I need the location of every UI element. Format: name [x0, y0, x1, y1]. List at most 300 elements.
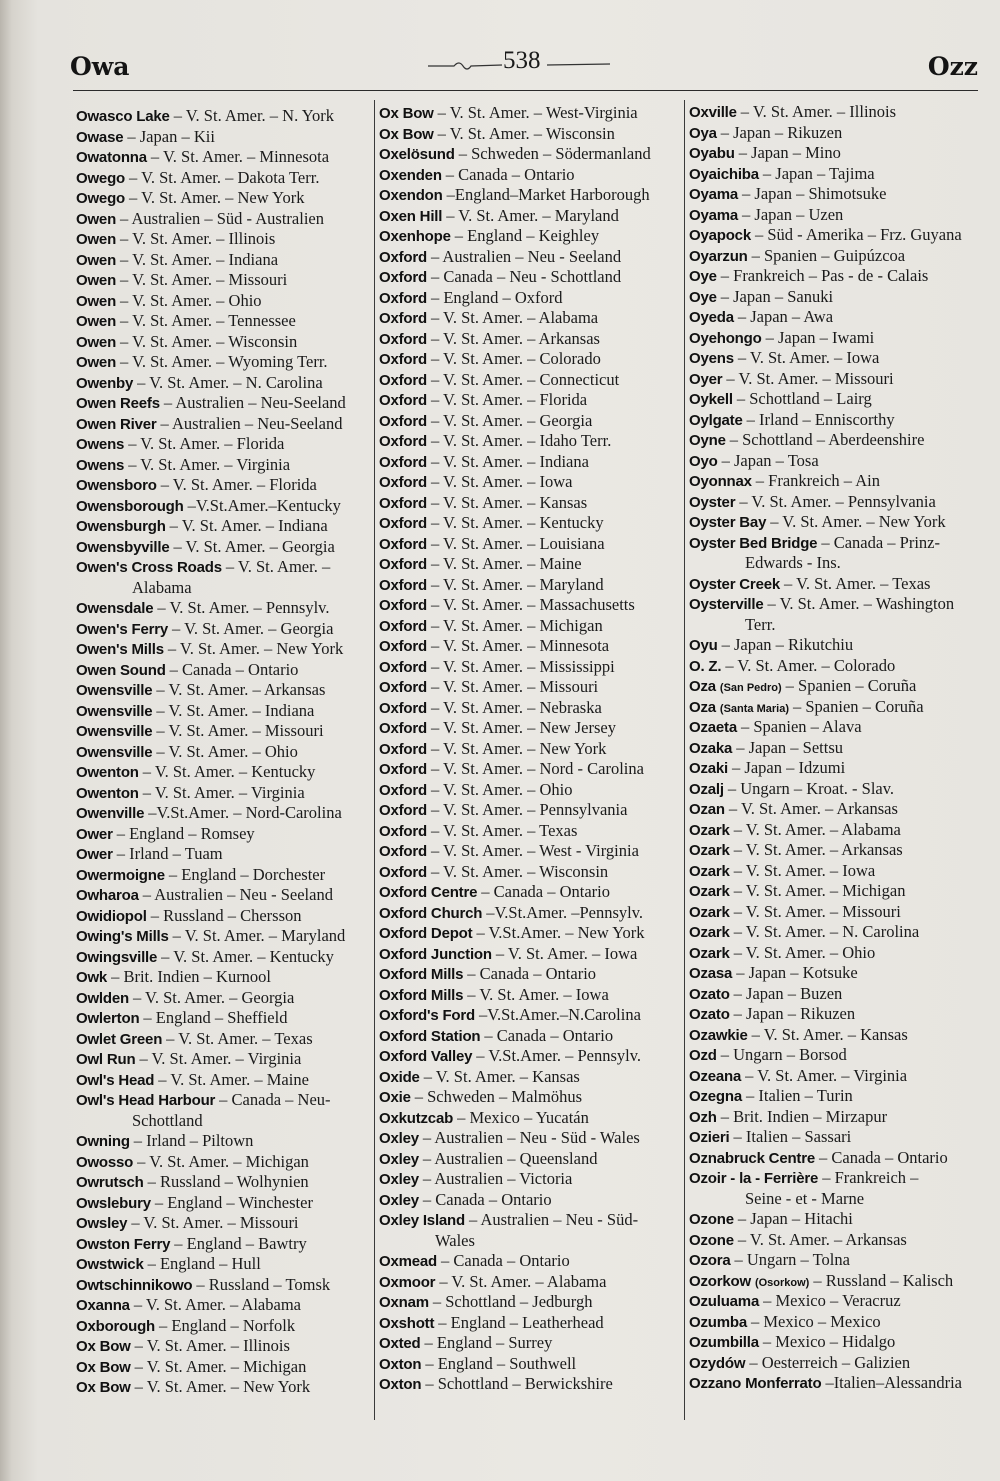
- entry-line: [76, 660, 370, 681]
- entry-headword: Oxelösund: [379, 146, 455, 163]
- entry-line: [689, 1291, 984, 1312]
- entry-headword: Owen: [76, 231, 117, 248]
- entry-location: – V. St. Amer. – Maryland: [430, 574, 604, 594]
- entry-headword: Ozark: [689, 924, 730, 941]
- entry-headword: Ozato: [689, 985, 730, 1003]
- entry-line: [76, 373, 370, 394]
- entry-column: [379, 103, 679, 1395]
- entry-location: – Mexico – Yucatán: [457, 1107, 589, 1127]
- entry-headword: Owen: [76, 354, 117, 371]
- entry-location: – V. St. Amer. – N. Carolina: [137, 372, 323, 392]
- entry-headword: Oyer: [689, 370, 723, 388]
- entry-line: [689, 1271, 984, 1292]
- entry-headword: O. Z.: [689, 657, 722, 675]
- entry-location: – V. St. Amer. – Georgia: [172, 618, 334, 638]
- entry-line: [689, 1312, 984, 1333]
- entry-location: – Japan – Kii: [127, 126, 215, 146]
- entry-line: [379, 616, 679, 637]
- entry-headword: Owslebury: [76, 1194, 151, 1212]
- entry-line: [379, 759, 679, 780]
- entry-line: [76, 209, 370, 230]
- entry-column: [76, 106, 370, 1398]
- entry-location: – V. St. Amer. – Missouri: [733, 901, 901, 921]
- entry-location: – England – Dorchester: [168, 864, 326, 884]
- gazetteer-entry: [76, 762, 370, 783]
- entry-line: [379, 472, 679, 493]
- entry-line: [379, 554, 679, 575]
- entry-line: [689, 635, 984, 656]
- entry-line: [689, 369, 984, 390]
- entry-location-continued: Alabama: [132, 577, 192, 597]
- gazetteer-entry: [379, 1026, 679, 1047]
- gazetteer-entry: [76, 332, 370, 353]
- gazetteer-entry: [76, 1316, 370, 1337]
- entry-headword: Owensville: [76, 702, 153, 720]
- gazetteer-entry: [379, 329, 679, 350]
- entry-location: – V. St. Amer. – Indiana: [120, 249, 279, 269]
- entry-location: – V. St. Amer. – Missouri: [156, 721, 324, 740]
- entry-headword: Ozone: [689, 1231, 734, 1249]
- entry-location: – Russland – Tomsk: [196, 1274, 331, 1294]
- gazetteer-entry: [76, 414, 370, 435]
- gazetteer-entry: [379, 472, 679, 493]
- entry-location: – Australien – Süd - Australien: [120, 208, 324, 228]
- entry-headword: Ozorkow: [689, 1272, 751, 1290]
- entry-location: – V. St. Amer. – Georgia: [430, 410, 593, 430]
- entry-location: –V.St.Amer.–Kentucky: [187, 495, 341, 515]
- gazetteer-entry: [689, 861, 984, 882]
- gazetteer-entry: [76, 147, 370, 168]
- gazetteer-entry: [689, 410, 984, 431]
- entry-headword: Oyster Creek: [689, 575, 780, 593]
- gazetteer-entry: [689, 205, 984, 226]
- entry-location: – Schottland – Lairg: [736, 389, 872, 408]
- entry-headword: Oya: [689, 124, 717, 142]
- gazetteer-entry: [379, 882, 679, 903]
- entry-location: – Frankreich –: [822, 1168, 919, 1187]
- entry-location: – V. St. Amer. – New York: [129, 188, 305, 207]
- entry-line: [76, 639, 370, 660]
- entry-line: [689, 184, 984, 205]
- entry-location: – Japan – Tosa: [721, 450, 819, 470]
- gazetteer-entry: [379, 985, 679, 1006]
- entry-headword: Oxley: [379, 1191, 419, 1209]
- entry-location: – Japan – Tajima: [762, 163, 875, 183]
- entry-line: [379, 144, 679, 165]
- entry-headword: Oxford: [379, 412, 427, 430]
- entry-headword: Oykell: [689, 391, 733, 408]
- gazetteer-entry: [689, 389, 984, 410]
- entry-location: – V. St. Amer. – Massachusetts: [430, 595, 635, 614]
- entry-location: – V. St. Amer. – Wisconsin: [430, 861, 609, 881]
- gazetteer-entry: [379, 1210, 679, 1251]
- entry-headword: Owidiopol: [76, 907, 147, 925]
- entry-headword: Owensburgh: [76, 518, 166, 535]
- entry-location: – V. St. Amer. – Virginia: [142, 782, 305, 802]
- entry-headword: Owermoigne: [76, 866, 165, 884]
- entry-headword: Oyama: [689, 206, 739, 224]
- entry-location: – V. St. Amer. – Arkansas: [156, 680, 326, 699]
- entry-location: – England – Southwell: [425, 1353, 577, 1373]
- entry-line: [689, 533, 984, 554]
- gazetteer-entry: [379, 636, 679, 657]
- entry-location: – V. St. Amer. – Kansas: [430, 492, 588, 512]
- entry-line: [379, 1272, 679, 1293]
- entry-line: [689, 451, 984, 472]
- entry-line: [689, 410, 984, 431]
- entry-headword: Owen River: [76, 415, 157, 433]
- entry-headword: Owlden: [76, 989, 129, 1007]
- entry-headword-variant: (Santa Maria): [719, 702, 789, 715]
- entry-line: [76, 1152, 370, 1173]
- entry-line: [379, 1067, 679, 1088]
- entry-headword: Oylgate: [689, 411, 743, 429]
- entry-headword: Owenville: [76, 805, 145, 822]
- entry-headword: Ozieri: [689, 1129, 730, 1146]
- gazetteer-entry: [76, 926, 370, 947]
- entry-headword: Oxton: [379, 1355, 422, 1373]
- gazetteer-entry: [689, 1312, 984, 1333]
- gazetteer-entry: [379, 431, 679, 452]
- entry-line: [379, 575, 679, 596]
- entry-location: – V. St. Amer. – Pennsylvania: [430, 800, 628, 819]
- entry-line: [76, 188, 370, 209]
- entry-line: [76, 844, 370, 865]
- entry-location: – Spanien – Coruña: [785, 676, 917, 695]
- entry-location: – V. St. Amer. – Nord - Carolina: [430, 759, 644, 778]
- entry-location: – V. St. Amer. – Colorado: [725, 655, 896, 675]
- entry-headword: Ozumba: [689, 1313, 747, 1331]
- gazetteer-entry: [379, 308, 679, 329]
- running-head-right: Ozz: [927, 52, 978, 81]
- gazetteer-entry: [76, 1295, 370, 1316]
- gazetteer-entry: [76, 865, 370, 886]
- entry-location: – England – Surrey: [424, 1333, 553, 1352]
- entry-headword: Owosso: [76, 1153, 134, 1171]
- gazetteer-entry: [76, 1152, 370, 1173]
- entry-headword: Owsley: [76, 1215, 128, 1232]
- entry-location: – England – Oxford: [430, 287, 563, 307]
- entry-headword: Oxford: [379, 556, 427, 573]
- entry-headword: Oxie: [379, 1089, 411, 1106]
- entry-headword: Owen Sound: [76, 661, 166, 679]
- entry-line: [379, 308, 679, 329]
- entry-location: – V. St. Amer. – Pennsylvania: [739, 491, 936, 511]
- entry-line: [76, 393, 370, 414]
- entry-headword: Oxville: [689, 104, 737, 121]
- gazetteer-entry: [689, 1353, 984, 1374]
- gazetteer-entry: [76, 824, 370, 845]
- entry-line: [379, 636, 679, 657]
- entry-line: [379, 411, 679, 432]
- entry-line: [689, 1168, 984, 1189]
- entry-headword: Oxley Island: [379, 1212, 465, 1229]
- entry-headword: Oxford: [379, 269, 427, 286]
- entry-line: [76, 1295, 370, 1316]
- entry-headword: Ozark: [689, 842, 730, 859]
- entry-line: [76, 270, 370, 291]
- entry-location: – Ungarn – Borsod: [720, 1045, 847, 1064]
- entry-headword: Oxford: [379, 699, 427, 717]
- entry-location: – Japan – Awa: [737, 307, 834, 326]
- entry-location: – Russland – Wolhynien: [147, 1172, 309, 1191]
- entry-line: [689, 1332, 984, 1353]
- entry-line: [379, 1149, 679, 1170]
- entry-line: [689, 205, 984, 226]
- entry-line: [379, 1333, 679, 1354]
- entry-location: – V. St. Amer. – Washington: [767, 594, 955, 613]
- entry-headword: Owensville: [76, 723, 153, 740]
- entry-line: [76, 352, 370, 373]
- entry-headword: Oxford: [379, 802, 427, 819]
- entry-line: [76, 537, 370, 558]
- entry-headword: Ower: [76, 825, 113, 843]
- entry-location: – V. St. Amer. – Texas: [430, 820, 578, 840]
- entry-location: – Canada – Ontario: [445, 164, 575, 184]
- entry-line: [379, 267, 679, 288]
- gazetteer-entry: [379, 513, 679, 534]
- gazetteer-entry: [379, 821, 679, 842]
- entry-location: – V. St. Amer. – Illinois: [134, 1336, 290, 1355]
- entry-location-continued: Seine - et - Marne: [745, 1188, 865, 1208]
- gazetteer-entry: [379, 1149, 679, 1170]
- entry-headword: Oza: [689, 698, 716, 716]
- entry-line: [76, 332, 370, 353]
- column-rule: [684, 100, 685, 1420]
- entry-line: [689, 471, 984, 492]
- entry-line: [379, 718, 679, 739]
- gazetteer-entry: [76, 373, 370, 394]
- entry-line: [379, 1354, 679, 1375]
- entry-location: – V. St. Amer. – Connecticut: [430, 369, 620, 389]
- entry-line: [689, 1250, 984, 1271]
- entry-location: – England – Hull: [147, 1254, 261, 1273]
- entry-line: [379, 657, 679, 678]
- entry-line: [689, 594, 984, 615]
- entry-headword-variant: (Osorkow): [754, 1276, 810, 1289]
- entry-headword: Ozawkie: [689, 1026, 748, 1044]
- gazetteer-entry: [379, 411, 679, 432]
- gazetteer-entry: [379, 698, 679, 719]
- entry-location: – V. St. Amer. – Alabama: [733, 819, 901, 839]
- entry-line: [379, 821, 679, 842]
- entry-location: –England–Market Harborough: [446, 185, 650, 204]
- entry-headword: Owharoa: [76, 887, 139, 904]
- entry-location: – England – Norfolk: [159, 1315, 296, 1335]
- gazetteer-entry: [689, 328, 984, 349]
- entry-line: [379, 1026, 679, 1047]
- entry-location: – V. St. Amer. – Michigan: [134, 1356, 307, 1376]
- entry-headword: Oyeda: [689, 309, 734, 326]
- gazetteer-entry: [76, 352, 370, 373]
- entry-line: [76, 1357, 370, 1378]
- entry-headword: Owatonna: [76, 149, 147, 166]
- entry-headword: Owego: [76, 190, 126, 207]
- entry-location: – V. St. Amer. – Iowa: [495, 943, 638, 963]
- entry-headword: Oxford: [379, 535, 427, 553]
- gazetteer-entry: [379, 1354, 679, 1375]
- page-number: 538: [503, 47, 541, 74]
- entry-location: – Canada – Prinz-: [821, 532, 940, 552]
- entry-line: [379, 1190, 679, 1211]
- entry-location: – V. St. Amer. – Iowa: [737, 348, 880, 367]
- entry-line: [76, 1377, 370, 1398]
- entry-location: – V. St. Amer. – West-Virginia: [437, 103, 638, 122]
- entry-headword: Oyster Bed Bridge: [689, 534, 818, 552]
- entry-location: – Japan – Shimotsuke: [742, 184, 887, 203]
- entry-line: [379, 1169, 679, 1190]
- entry-location: – V. St. Amer. – Kentucky: [161, 946, 334, 966]
- entry-headword: Oxborough: [76, 1317, 156, 1335]
- entry-line: [689, 512, 984, 533]
- entry-location: – V. St. Amer. – Idaho Terr.: [430, 431, 612, 450]
- entry-headword: Owtschinnikowo: [76, 1276, 193, 1294]
- gazetteer-entry: [76, 1172, 370, 1193]
- entry-headword: Owlerton: [76, 1010, 140, 1027]
- entry-line: [76, 250, 370, 271]
- entry-headword: Owen: [76, 210, 117, 228]
- entry-headword: Owensville: [76, 743, 153, 761]
- entry-line: [689, 246, 984, 267]
- gazetteer-entry: [689, 902, 984, 923]
- entry-column: [689, 102, 984, 1394]
- entry-line: [76, 967, 370, 988]
- entry-line: [76, 147, 370, 168]
- entry-headword: Oxford: [379, 494, 427, 512]
- entry-line: [689, 1086, 984, 1107]
- entry-line: [76, 1275, 370, 1296]
- gazetteer-entry: [689, 1332, 984, 1353]
- entry-line: [689, 1107, 984, 1128]
- gazetteer-entry: [379, 1087, 679, 1108]
- gazetteer-entry: [689, 738, 984, 759]
- entry-line: [689, 779, 984, 800]
- gazetteer-entry: [689, 246, 984, 267]
- entry-line: [689, 758, 984, 779]
- entry-line: [689, 123, 984, 144]
- entry-line: [689, 430, 984, 451]
- entry-location: – V. St. Amer. – Missouri: [131, 1213, 299, 1232]
- entry-headword: Oxford: [379, 597, 427, 614]
- gazetteer-entry: [689, 1086, 984, 1107]
- entry-location-continued: Edwards - Ins.: [745, 553, 841, 572]
- entry-location: – V. St. Amer. – Georgia: [173, 536, 335, 556]
- entry-line: [379, 534, 679, 555]
- entry-headword: Ozegna: [689, 1088, 742, 1105]
- entry-headword: Ox Bow: [76, 1358, 131, 1376]
- entry-headword: Owen: [76, 251, 117, 269]
- entry-line: [76, 1008, 370, 1029]
- gazetteer-entry: [379, 206, 679, 227]
- gazetteer-entry: [76, 906, 370, 927]
- entry-headword: Oxford Depot: [379, 925, 473, 942]
- entry-headword: Oxford: [379, 576, 427, 594]
- entry-location: – Ungarn – Kroat. - Slav.: [727, 778, 895, 798]
- entry-headword: Oxford: [379, 474, 427, 491]
- entry-headword: Oyne: [689, 432, 726, 449]
- entry-headword: Ozumbilla: [689, 1334, 759, 1351]
- entry-location: – V. St. Amer. – Indiana: [156, 700, 315, 720]
- entry-location: – V. St. Amer. – Michigan: [733, 881, 906, 900]
- entry-headword: Oxford: [379, 863, 427, 881]
- entry-location: – Russland – Chersson: [150, 905, 302, 925]
- entry-line: [76, 619, 370, 640]
- entry-headword: Owensboro: [76, 477, 157, 494]
- entry-line: [76, 1213, 370, 1234]
- entry-headword-variant: (San Pedro): [719, 682, 782, 694]
- entry-location: – England – Keighley: [454, 226, 600, 245]
- entry-line: [689, 1066, 984, 1087]
- entry-line: [379, 800, 679, 821]
- entry-headword: Oxford's Ford: [379, 1007, 475, 1024]
- entry-location: – Canada – Ontario: [169, 659, 299, 679]
- entry-line: [76, 1131, 370, 1152]
- entry-location: – Irland – Tuam: [116, 844, 223, 863]
- entry-headword: Ozark: [689, 821, 730, 839]
- entry-headword: Oyonnax: [689, 473, 752, 490]
- entry-headword: Owenby: [76, 374, 134, 392]
- gazetteer-entry: [76, 783, 370, 804]
- entry-line: [379, 103, 679, 124]
- entry-headword: Oxley: [379, 1171, 419, 1188]
- entry-line: [76, 885, 370, 906]
- gazetteer-entry: [689, 512, 984, 533]
- entry-line: [76, 762, 370, 783]
- gazetteer-entry: [379, 144, 679, 165]
- entry-location: – England – Winchester: [154, 1192, 313, 1212]
- entry-line: [689, 574, 984, 595]
- entry-headword: Oxford Station: [379, 1027, 481, 1045]
- entry-location: – Spanien – Alava: [741, 717, 862, 736]
- entry-location: – Australien – Neu - Süd-: [468, 1210, 639, 1229]
- entry-line: [76, 516, 370, 537]
- gazetteer-entry: [689, 287, 984, 308]
- entry-headword: Oxford: [379, 433, 427, 450]
- entry-location: – V. St. Amer. – Indiana: [430, 451, 589, 471]
- entry-line: [689, 861, 984, 882]
- gazetteer-entry: [76, 1234, 370, 1255]
- entry-line: [76, 1172, 370, 1193]
- gazetteer-entry: [76, 1254, 370, 1275]
- entry-location: – Japan – Buzen: [733, 983, 843, 1003]
- entry-line: [76, 988, 370, 1009]
- gazetteer-entry: [379, 1313, 679, 1334]
- gazetteer-entry: [689, 881, 984, 902]
- entry-location: – Spanien – Coruña: [793, 696, 924, 716]
- entry-location: – Mexico – Veracruz: [763, 1291, 901, 1310]
- entry-line: [689, 840, 984, 861]
- entry-line: [76, 1049, 370, 1070]
- entry-line: [76, 926, 370, 947]
- gazetteer-entry: [76, 680, 370, 701]
- gazetteer-entry: [76, 250, 370, 271]
- entry-headword: Oxford: [379, 248, 427, 266]
- entry-line: [379, 226, 679, 247]
- gazetteer-entry: [379, 759, 679, 780]
- entry-line: [689, 820, 984, 841]
- entry-line: [76, 557, 370, 578]
- entry-line: [379, 862, 679, 883]
- entry-headword: Ozone: [689, 1211, 734, 1228]
- entry-line: [76, 680, 370, 701]
- gazetteer-entry: [76, 967, 370, 988]
- entry-headword: Oyama: [689, 186, 739, 203]
- entry-line: [689, 1373, 984, 1394]
- entry-line: [379, 431, 679, 452]
- entry-location: – Canada – Ontario: [819, 1147, 948, 1167]
- entry-line: [76, 168, 370, 189]
- entry-line: [689, 1127, 984, 1148]
